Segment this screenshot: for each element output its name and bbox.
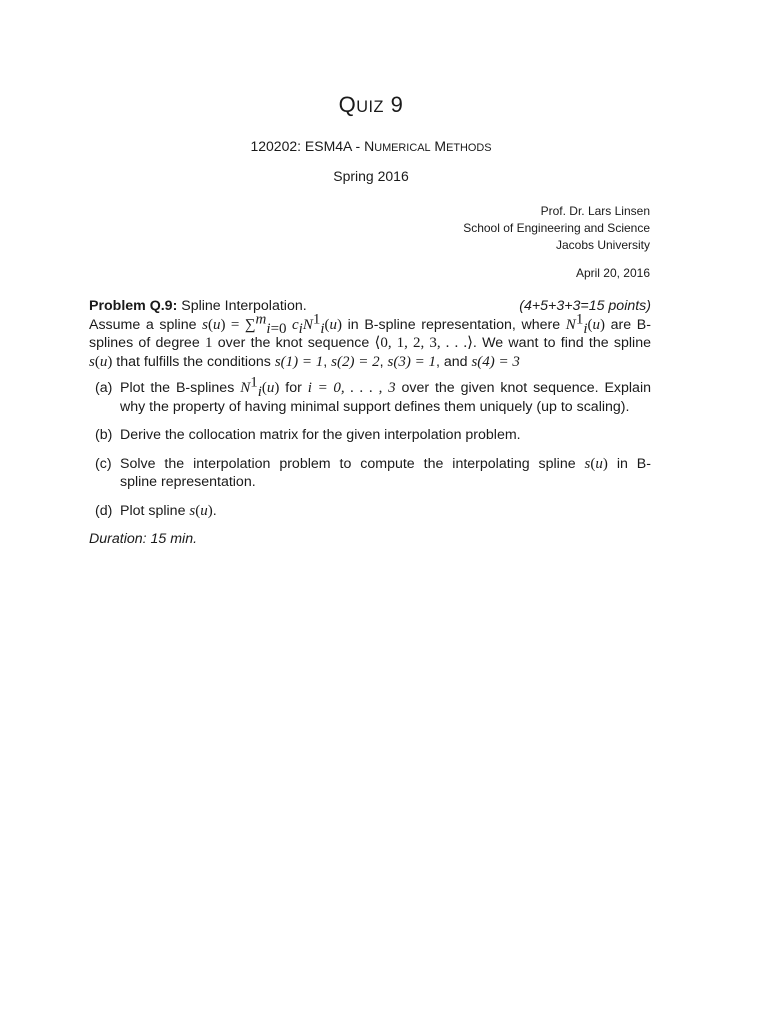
quiz-date: April 20, 2016 bbox=[575, 266, 650, 280]
degree-value: 1 bbox=[204, 335, 213, 351]
term-line: Spring 2016 bbox=[333, 168, 409, 184]
subquestion-label: (b) bbox=[95, 427, 113, 443]
author-block bbox=[463, 203, 650, 254]
spline-symbol: s bbox=[89, 353, 95, 370]
intro-line-1: Assume a spline s(u) = ∑$^m_{i=0}$ $c_iN^1_i(u)$ in B-spline representation, where $N^1_i(u)$ are B- bbox=[89, 310, 651, 337]
subquestion-a: (a) Plot the B-splines $N^1_i(u)$ for i = 0, . . . , 3 over the given knot sequence. Explain why the property of having minimal support defines them uniquely (up to scaling). bbox=[95, 374, 651, 415]
basis-function-formula: N bbox=[565, 316, 576, 333]
intro-line-3: s(u) that fulfills the conditions s(1) = 1, s(2) = 2, s(3) = 1, and s(4) = 3 bbox=[89, 353, 520, 370]
subquestion-list bbox=[89, 374, 651, 520]
condition-2: s(2) = 2 bbox=[331, 353, 380, 370]
problem-intro bbox=[89, 310, 651, 372]
quiz-title: QUIZ 9 bbox=[338, 92, 404, 117]
intro-line-2: splines of degree 1 over the knot sequence ⟨0, 1, 2, 3, . . .⟩. We want to find the spline bbox=[89, 335, 651, 351]
problem-block bbox=[89, 297, 651, 549]
condition-1: s(1) = 1 bbox=[274, 353, 324, 370]
condition-4: s(4) = 3 bbox=[471, 353, 520, 370]
problem-topic: Spline Interpolation. bbox=[177, 298, 307, 314]
problem-heading bbox=[89, 297, 651, 316]
subquestion-label: (a) bbox=[95, 380, 113, 396]
author-school: School of Engineering and Science bbox=[463, 221, 650, 235]
index-range: i = 0, . . . , 3 bbox=[307, 380, 396, 396]
problem-points: (4+5+3+3=15 points) bbox=[519, 298, 651, 314]
subquestion-label: (d) bbox=[95, 502, 113, 519]
author-university: Jacobs University bbox=[555, 238, 650, 252]
subquestion-label: (c) bbox=[95, 455, 112, 472]
subquestion-d: (d) Plot spline s(u). bbox=[95, 502, 217, 519]
condition-3: s(3) = 1 bbox=[387, 353, 436, 370]
problem-label: Problem Q.9: bbox=[89, 298, 178, 314]
knot-sequence: ⟨0, 1, 2, 3, . . .⟩ bbox=[374, 335, 473, 351]
course-line: 120202: ESM4A - NUMERICAL METHODS bbox=[250, 138, 492, 154]
author-name: Prof. Dr. Lars Linsen bbox=[540, 204, 650, 218]
subquestion-b: (b) Derive the collocation matrix for the given interpolation problem. bbox=[95, 427, 521, 443]
subquestion-c: (c) Solve the interpolation problem to compute the interpolating spline s(u) in B- spline representation. bbox=[95, 455, 651, 490]
duration-note: Duration: 15 min. bbox=[89, 531, 198, 547]
spline-formula: s bbox=[202, 316, 208, 333]
